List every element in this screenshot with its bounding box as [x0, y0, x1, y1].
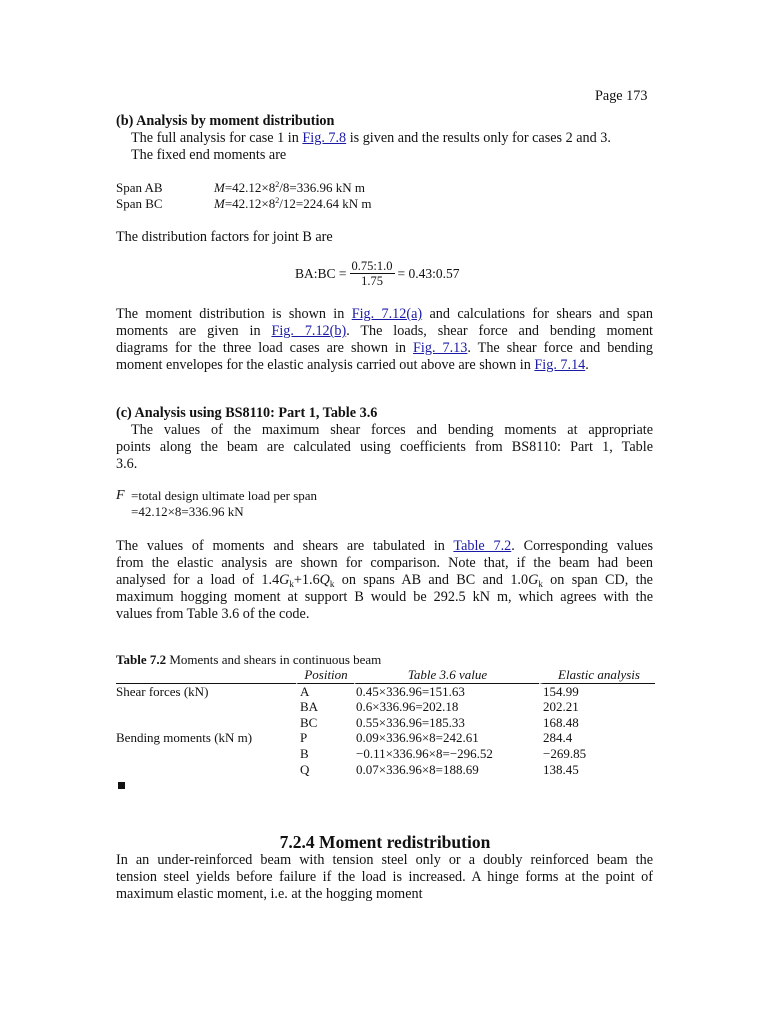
header-elastic: Elastic analysis — [539, 667, 655, 684]
cell-elastic: −269.85 — [543, 745, 587, 761]
table-caption-text: Moments and shears in continuous beam — [166, 652, 382, 667]
text: . The loads, shear force and bending moment — [346, 323, 653, 339]
sub-k: k — [538, 579, 543, 589]
span-label: Span BC — [116, 196, 163, 211]
para-line-3 — [116, 340, 653, 357]
cell-group — [116, 699, 296, 715]
para-line-3 — [116, 572, 653, 589]
fraction-numerator: 0.75:1.0 — [351, 259, 393, 273]
expr-pre: =42.12×8 — [224, 196, 276, 211]
cell-elastic: 284.4 — [543, 730, 573, 746]
span-label: Span AB — [116, 180, 163, 195]
load-definition-line1: =total design ultimate load per span — [131, 488, 318, 503]
expr-post: /8=336.96 kN m — [279, 180, 365, 195]
text: on spans AB and BC and 1.0 — [334, 572, 529, 588]
text: The values of moments and shears are tabulated in — [116, 538, 454, 554]
moment-variable: M — [214, 180, 225, 195]
para-line-1: In an under-reinforced beam with tension steel only or a doubly reinforced beam the — [116, 852, 653, 868]
link-fig-7-12b[interactable]: Fig. 7.12(b) — [271, 323, 347, 339]
section-b-intro-line1 — [131, 130, 611, 147]
cell-position: B — [300, 745, 309, 761]
sub-k: k — [289, 579, 294, 589]
table-caption-label: Table 7.2 — [116, 652, 167, 667]
table-row — [116, 715, 655, 731]
table-row — [116, 730, 655, 746]
equation-rhs: = 0.43:0.57 — [397, 266, 460, 281]
link-fig-7-14[interactable]: Fig. 7.14 — [534, 357, 586, 373]
link-table-7-2[interactable]: Table 7.2 — [453, 538, 512, 554]
cell-group — [116, 746, 296, 762]
load-definition — [116, 488, 416, 522]
para-line-3: maximum elastic moment, i.e. at the hogging moment — [116, 886, 423, 902]
cell-table36: 0.07×336.96×8=188.69 — [356, 761, 479, 777]
para-line-2 — [116, 323, 653, 340]
link-fig-7-8[interactable]: Fig. 7.8 — [302, 130, 347, 146]
fraction-denominator: 1.75 — [361, 274, 383, 288]
text: diagrams for the three load cases are shown in — [116, 340, 414, 356]
span-equation — [214, 180, 365, 196]
cell-elastic: 168.48 — [543, 714, 579, 730]
text: . — [585, 357, 589, 373]
load-variable-f: F — [116, 488, 125, 503]
end-mark-square-icon — [118, 782, 125, 789]
cell-table36: 0.45×336.96=151.63 — [356, 683, 465, 699]
equation-lhs: BA:BC = — [295, 266, 347, 281]
text: moment envelopes for the elastic analysis carried out above are shown in — [116, 357, 535, 373]
section-c-paragraph — [116, 422, 653, 473]
var-q: Q — [319, 572, 330, 588]
text: . Corresponding values — [511, 538, 653, 554]
text: moments are given in — [116, 323, 272, 339]
header-group — [116, 667, 296, 684]
section-b-intro-line2: The fixed end moments are — [131, 147, 287, 163]
fixed-end-moment-bc — [116, 196, 516, 212]
exponent: 2 — [275, 180, 280, 189]
sub-k: k — [329, 579, 335, 589]
equation-fraction — [350, 259, 395, 288]
table-row — [116, 699, 655, 715]
para-line-1: The values of the maximum shear forces and bending moments at appropriate — [131, 422, 653, 438]
table-caption — [116, 652, 381, 668]
table-7-2 — [116, 667, 655, 777]
text: and calculations for shears and span — [422, 306, 653, 322]
moments-shears-table — [116, 667, 655, 777]
tabulation-paragraph — [116, 538, 653, 623]
para-line-2: tension steel yields before failure if the load is increased. A hinge forms at the point of — [116, 869, 653, 885]
distribution-factors-intro: The distribution factors for joint B are — [116, 229, 333, 245]
intro-text-post: is given and the results only for cases 2 and 3. — [346, 130, 611, 146]
cell-table36: −0.11×336.96×8=−296.52 — [356, 745, 493, 761]
header-position: Position — [296, 667, 354, 684]
distribution-factor-equation — [295, 259, 460, 288]
cell-position: A — [300, 683, 310, 699]
para-line-3: 3.6. — [116, 456, 138, 472]
para-line-4 — [116, 357, 653, 374]
cell-position: P — [300, 730, 308, 746]
cell-position: BA — [300, 699, 319, 715]
cell-table36: 0.55×336.96=185.33 — [356, 714, 465, 730]
cell-table36: 0.09×336.96×8=242.61 — [356, 730, 479, 746]
para-line-4: maximum hogging moment at support B would be 292.5 kN m, which agrees with the — [116, 589, 653, 605]
header-table36: Table 3.6 value — [354, 667, 539, 684]
expr-post: /12=224.64 kN m — [279, 196, 372, 211]
cell-elastic: 154.99 — [543, 683, 579, 699]
table-row — [116, 684, 655, 700]
cell-group — [116, 715, 296, 731]
para-line-2: points along the beam are calculated using coefficients from BS8110: Part 1, Table — [116, 439, 653, 455]
para-line-5: values from Table 3.6 of the code. — [116, 606, 310, 622]
table-header-row — [116, 667, 655, 684]
cell-elastic: 138.45 — [543, 761, 579, 777]
link-fig-7-12a[interactable]: Fig. 7.12(a) — [351, 306, 423, 322]
para-line-1 — [116, 306, 653, 323]
cell-group: Bending moments (kN m) — [116, 730, 253, 746]
para-line-2: from the elastic analysis are shown for comparison. Note that, if the beam had been — [116, 555, 653, 571]
text: on span CD, the — [542, 572, 653, 588]
moment-variable: M — [214, 196, 225, 211]
exponent: 2 — [275, 196, 280, 205]
section-7-2-4-paragraph — [116, 852, 653, 903]
table-row — [116, 746, 655, 762]
expr-pre: =42.12×8 — [224, 180, 276, 195]
table-row — [116, 762, 655, 778]
text: . The shear force and bending — [467, 340, 653, 356]
load-definition-line2: =42.12×8=336.96 kN — [131, 504, 244, 519]
cell-elastic: 202.21 — [543, 699, 579, 715]
text: analysed for a load of 1.4 — [116, 572, 280, 588]
para-line-1 — [116, 538, 653, 555]
page-number: Page 173 — [595, 88, 648, 104]
intro-text-pre: The full analysis for case 1 in — [131, 130, 303, 146]
section-b-heading: (b) Analysis by moment distribution — [116, 113, 335, 129]
section-7-2-4-title: 7.2.4 Moment redistribution — [279, 832, 491, 852]
cell-group: Shear forces (kN) — [116, 683, 209, 699]
text: The moment distribution is shown in — [116, 306, 352, 322]
var-g: G — [279, 572, 290, 588]
link-fig-7-13[interactable]: Fig. 7.13 — [413, 340, 468, 356]
text: +1.6 — [293, 572, 320, 588]
section-c-heading: (c) Analysis using BS8110: Part 1, Table 3.6 — [116, 405, 378, 421]
cell-position: Q — [300, 761, 310, 777]
span-equation — [214, 196, 371, 212]
cell-group — [116, 762, 296, 778]
cell-table36: 0.6×336.96=202.18 — [356, 699, 459, 715]
cell-position: BC — [300, 714, 318, 730]
var-g: G — [528, 572, 539, 588]
fixed-end-moment-ab — [116, 180, 516, 196]
moment-distribution-paragraph — [116, 306, 653, 374]
